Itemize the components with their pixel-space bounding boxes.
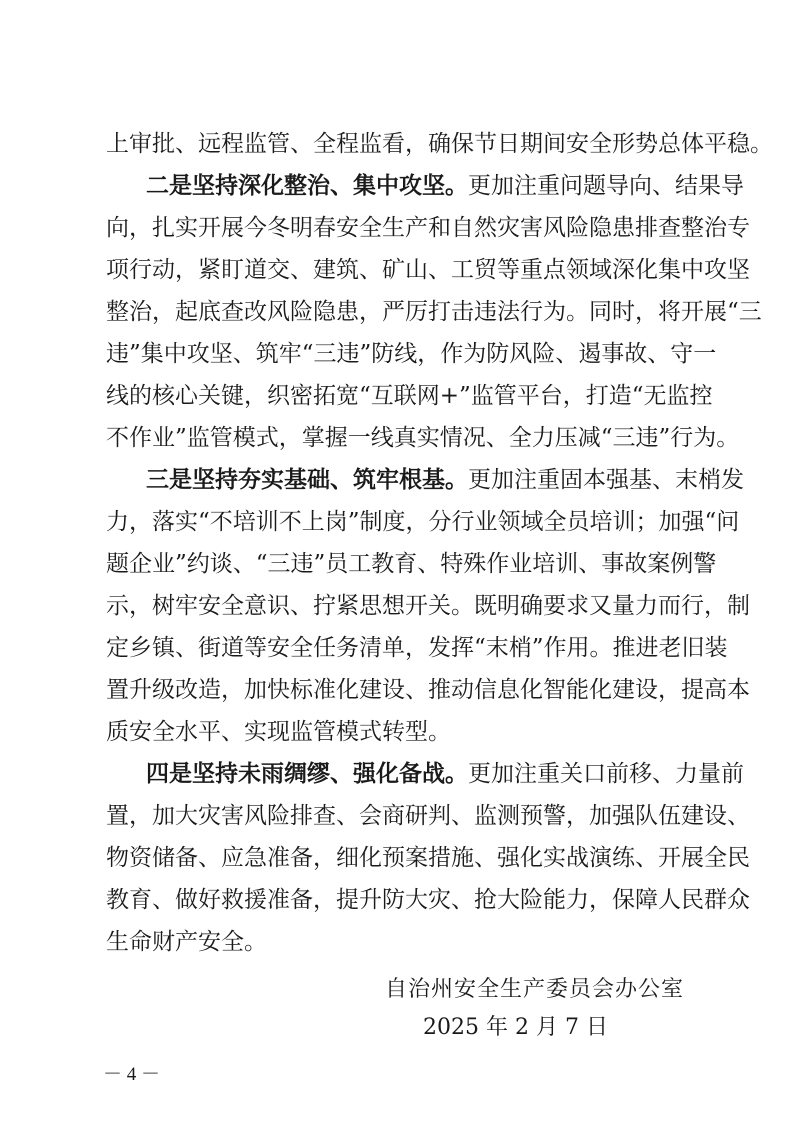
paragraph-line: 线的核心关键，织密拓宽“互联网+”监管平台，打造“无监控 — [106, 383, 713, 409]
paragraph-line: 向，扎实开展今冬明春安全生产和自然灾害风险隐患排查整治专 — [106, 215, 750, 241]
section-lead: 四是坚持未雨绸缪、强化备战。 — [146, 760, 468, 787]
paragraph-line: 物资储备、应急准备，细化预案措施、强化实战演练、开展全民 — [106, 845, 750, 871]
paragraph-line: 二是坚持深化整治、集中攻坚。更加注重问题导向、结果导 — [146, 172, 744, 199]
paragraph-line: 示，树牢安全意识、拧紧思想开关。既明确要求又量力而行，制 — [106, 593, 750, 619]
paragraph-line: 质安全水平、实现监管模式转型。 — [106, 719, 451, 745]
paragraph-line: 项行动，紧盯道交、建筑、矿山、工贸等重点领域深化集中攻坚 — [106, 257, 750, 283]
paragraph-line: 生命财产安全。 — [106, 929, 267, 955]
paragraph-line: 置升级改造，加快标准化建设、推动信息化智能化建设，提高本 — [106, 677, 750, 703]
paragraph-line: 违”集中攻坚、筑牢“三违”防线，作为防风险、遏事故、守一 — [106, 341, 717, 367]
section-lead: 三是坚持夯实基础、筑牢根基。 — [146, 466, 468, 493]
paragraph-line: 不作业”监管模式，掌握一线真实情况、全力压减“三违”行为。 — [106, 425, 740, 451]
paragraph-line: 教育、做好救援准备，提升防大灾、抢大险能力，保障人民群众 — [106, 887, 750, 913]
paragraph-line: 上审批、远程监管、全程监看，确保节日期间安全形势总体平稳。 — [106, 131, 773, 157]
paragraph-line: 置，加大灾害风险排查、会商研判、监测预警，加强队伍建设、 — [106, 803, 750, 829]
signature-organization: 自治州安全生产委员会办公室 — [385, 977, 685, 1002]
signature-date: 2025 年 2 月 7 日 — [423, 1015, 608, 1040]
page-number: － 4 － — [103, 1064, 161, 1085]
paragraph-line: 三是坚持夯实基础、筑牢根基。更加注重固本强基、末梢发 — [146, 466, 744, 493]
paragraph-line: 题企业”约谈、“三违”员工教育、特殊作业培训、事故案例警 — [106, 551, 717, 577]
paragraph-line: 定乡镇、街道等安全任务清单，发挥“末梢”作用。推进老旧装 — [106, 635, 728, 661]
paragraph-line: 四是坚持未雨绸缪、强化备战。更加注重关口前移、力量前 — [146, 760, 744, 787]
paragraph-line: 整治，起底查改风险隐患，严厉打击违法行为。同时，将开展“三 — [106, 299, 762, 325]
section-lead: 二是坚持深化整治、集中攻坚。 — [146, 172, 468, 199]
paragraph-line: 力，落实“不培训不上岗”制度，分行业领域全员培训；加强“问 — [106, 509, 740, 535]
